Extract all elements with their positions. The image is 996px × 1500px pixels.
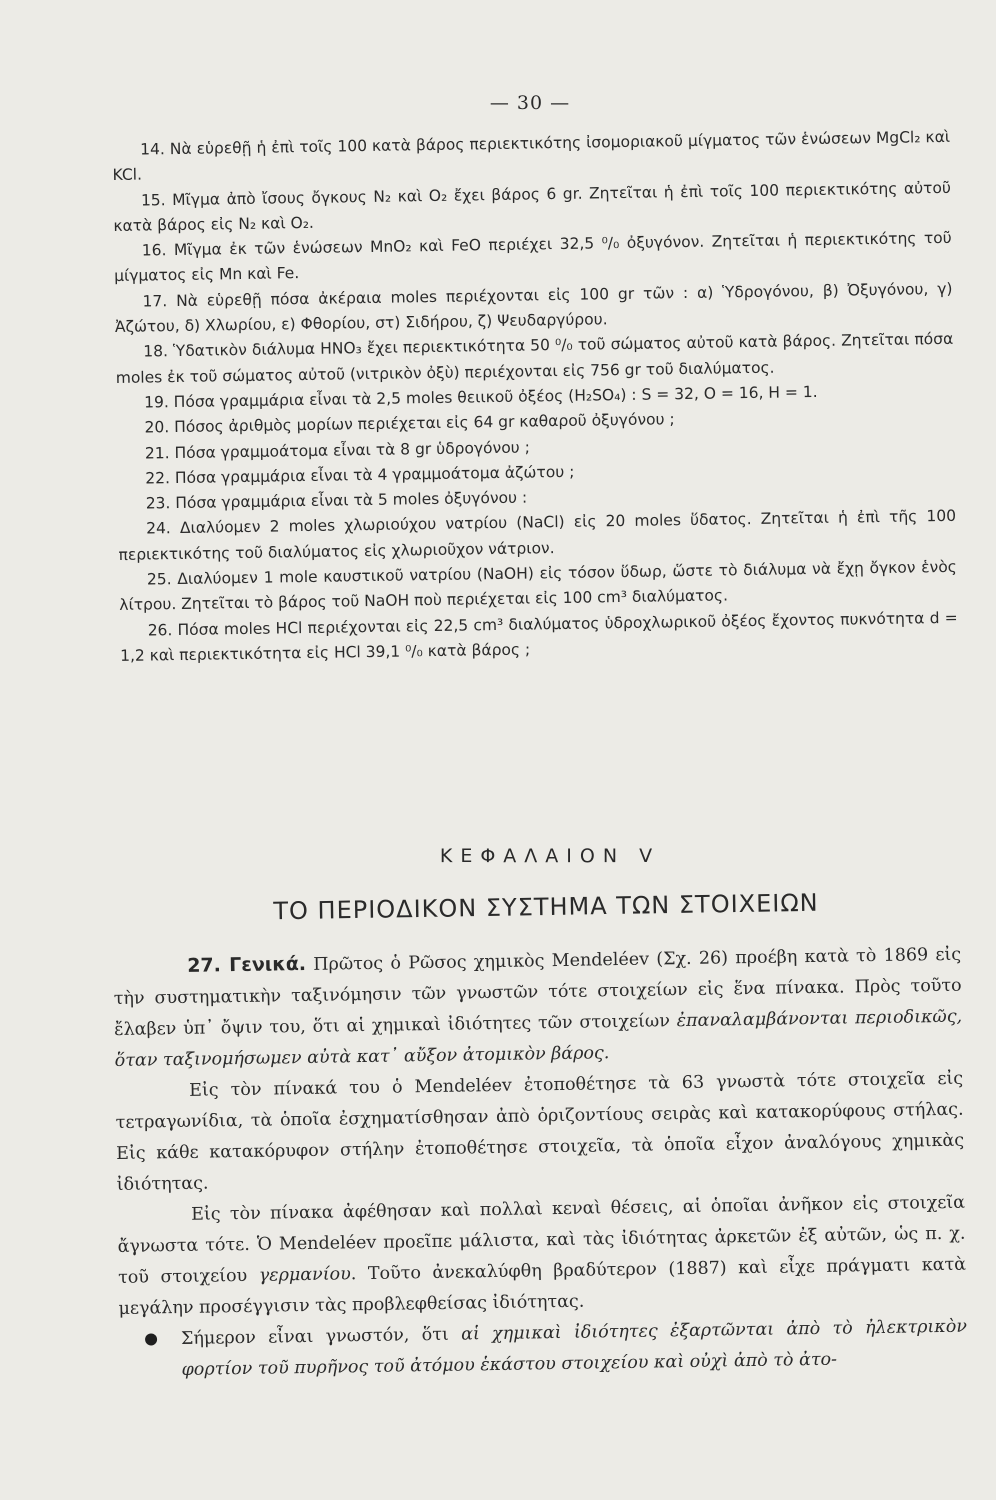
section-heading: 27. Γενικά.	[187, 952, 307, 977]
problem-19: 19. Πόσα γραμμάρια εἶναι τὰ 2,5 moles θειικοῦ ὀξέος (H₂SO₄) : S = 32, O = 16, H = 1.	[144, 382, 818, 412]
problem-25: 25. Διαλύομεν 1 mole καυστικοῦ νατρίου (NaOH) εἰς τόσον ὕδωρ, ὥστε τὸ διάλυμα νὰ ἔχῃ ὄγκον ἑνὸς λίτρου. Ζητεῖται τὸ βάρος τοῦ NaOH ποὺ περιέχεται εἰς 100 cm³ διαλύματος.	[119, 557, 957, 615]
section-body	[113, 939, 968, 1387]
bullet-icon	[145, 1333, 157, 1345]
problem-21: 21. Πόσα γραμμοάτομα εἶναι τὰ 8 gr ὑδρογόνου ;	[144, 438, 530, 463]
problem-18: 18. Ὑδατικὸν διάλυμα HNO₃ ἔχει περιεκτικότητα 50 ⁰/₀ τοῦ σώματος αὐτοῦ κατὰ βάρος. Ζητεῖται πόσα moles ἐκ τοῦ σώματος αὐτοῦ (νιτρικὸν ὀξὺ) περιέχονται εἰς 756 gr τοῦ διαλύματος.	[115, 330, 954, 387]
problem-17: 17. Νὰ εὑρεθῇ πόσα ἀκέραια moles περιέχονται εἰς 100 gr τῶν : α) Ὑδρογόνου, β) Ὀξυγόνου, γ) Ἀζώτου, δ) Χλωρίου, ε) Φθορίου, στ) Σιδήρου, ζ) Ψευδαργύρου.	[114, 279, 953, 337]
paragraph-1	[113, 939, 963, 1077]
problem-23: 23. Πόσα γραμμάρια εἶναι τὰ 5 moles ὀξυγόνου :	[145, 488, 528, 513]
paragraph-1-text: Πρῶτος ὁ Ρῶσος χημικὸς Mendeléev (Σχ. 26) προέβη κατὰ τὸ 1869 εἰς τὴν συστηματικὴν ταξινόμησιν τῶν γνωστῶν τότε στοιχείων εἰς ἕνα πίνακα. Πρὸς τοῦτο ἔλαβεν ὑπ᾽ ὄψιν του, ὅτι αἱ χημικαὶ ἰδιότητες τῶν στοιχείων	[113, 944, 962, 1040]
problem-22: 22. Πόσα γραμμάρια εἶναι τὰ 4 γραμμοάτομα ἀζώτου ;	[145, 462, 575, 488]
problem-15: 15. Μῖγμα ἀπὸ ἴσους ὄγκους N₂ καὶ O₂ ἔχει βάρος 6 gr. Ζητεῖται ἡ ἐπὶ τοῖς 100 περιεκτικότης αὐτοῦ κατὰ βάρος εἰς N₂ καὶ O₂.	[113, 178, 952, 235]
page-number: — 30 —	[489, 92, 571, 114]
chapter-label: ΚΕΦΑΛΑΙΟΝ V	[439, 845, 661, 867]
paragraph-3	[117, 1188, 967, 1325]
paragraph-4	[119, 1312, 968, 1387]
paragraph-4-text: Σήμερον εἶναι γνωστόν, ὅτι	[180, 1324, 462, 1349]
problem-20: 20. Πόσος ἀριθμὸς μορίων περιέχεται εἰς 64 gr καθαροῦ ὀξυγόνου ;	[144, 410, 675, 437]
paragraph-3-text: Εἰς τὸν πίνακα ἀφέθησαν καὶ πολλαὶ κεναὶ θέσεις, αἱ ὁποῖαι ἀνῆκον εἰς στοιχεῖα ἄγνωστα τότε. Ὁ Mendeléev προεῖπε μάλιστα, καὶ τὰς ἰδιότητας ἀρκετῶν ἐξ αὐτῶν, ὡς π. χ. τοῦ στοιχείου	[117, 1192, 966, 1288]
paragraph-3-emphasis: γερμανίου	[258, 1264, 351, 1286]
problem-24: 24. Διαλύομεν 2 moles χλωριούχου νατρίου (NaCl) εἰς 20 moles ὕδατος. Ζητεῖται ἡ ἐπὶ τῆς 100 περιεκτικότης τοῦ διαλύματος εἰς χλωριοῦχον νάτριον.	[118, 507, 957, 564]
problem-26: 26. Πόσα moles HCl περιέχονται εἰς 22,5 cm³ διαλύματος ὑδροχλωρικοῦ ὀξέος ἔχοντος πυκνότητα d = 1,2 καὶ περιεκτικότητα εἰς HCl 39,1 ⁰/₀ κατὰ βάρος ;	[119, 608, 958, 665]
problem-16: 16. Μῖγμα ἐκ τῶν ἑνώσεων MnO₂ καὶ FeO περιέχει 32,5 ⁰/₀ ὀξυγόνον. Ζητεῖται ἡ περιεκτικότης τοῦ μίγματος εἰς Mn καὶ Fe.	[114, 229, 952, 286]
paragraph-1-emphasis: ἐπαναλαμβάνονται περιοδικῶς, ὅταν ταξινομήσωμεν αὐτὰ κατ᾽ αὔξον ἀτομικὸν βάρος.	[114, 1006, 963, 1071]
chapter-title: ΤΟ ΠΕΡΙΟΔΙΚΟΝ ΣΥΣΤΗΜΑ ΤΩΝ ΣΤΟΙΧΕΙΩΝ	[273, 888, 819, 926]
paragraph-3-text-end: . Τοῦτο ἀνεκαλύφθη βραδύτερον (1887) καὶ εἶχε πράγματι κατὰ μεγάλην προσέγγισιν τὰς προβλεφθείσας ἰδιότητας.	[118, 1254, 967, 1319]
paragraph-2: Εἰς τὸν πίνακά του ὁ Mendeléev ἐτοποθέτησε τὰ 63 γνωστὰ τότε στοιχεῖα εἰς τετραγωνίδια, τὰ ὁποῖα ἐσχηματίσθησαν ἀπὸ ὁριζοντίους σειρὰς καὶ κατακορύφους στήλας. Εἰς κάθε κατακόρυφον στήλην ἐτοποθέτησε στοιχεῖα, τὰ ὁποῖα εἶχον ἀναλόγους χημικὰς ἰδιότητας.	[115, 1068, 965, 1195]
paragraph-4-emphasis: αἱ χημικαὶ ἰδιότητες ἐξαρτῶνται ἀπὸ τὸ ἠλεκτρικὸν φορτίον τοῦ πυρῆνος τοῦ ἀτόμου ἑκάστου στοιχείου καὶ οὐχὶ ἀπὸ τὸ ἀτο-	[181, 1316, 968, 1380]
problem-14: 14. Νὰ εὑρεθῇ ἡ ἐπὶ τοῖς 100 κατὰ βάρος περιεκτικότης ἰσομοριακοῦ μίγματος τῶν ἑνώσεων MgCl₂ καὶ KCl.	[112, 127, 951, 185]
problem-list	[112, 125, 958, 669]
